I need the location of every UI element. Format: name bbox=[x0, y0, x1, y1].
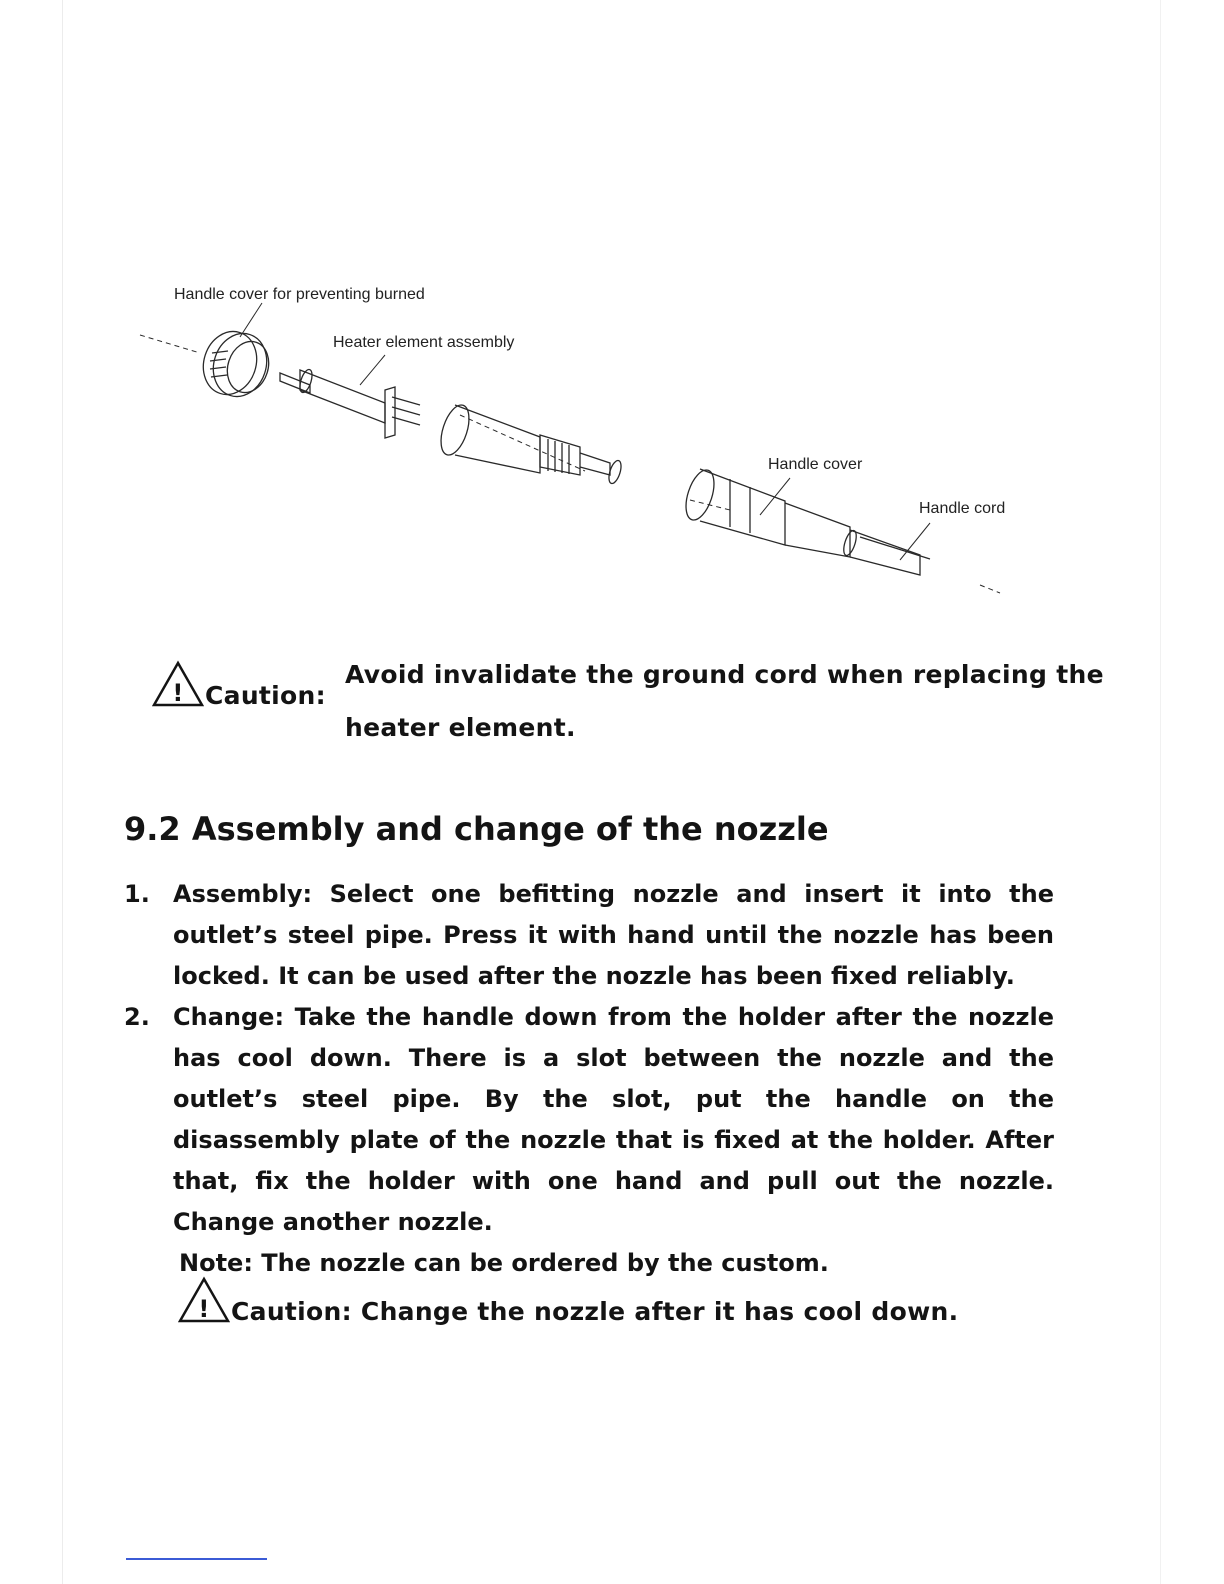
footer-rule bbox=[126, 1558, 267, 1560]
callout-handle-cord: Handle cord bbox=[919, 500, 1006, 517]
list-item-text: Change: Take the handle down from the holder after the nozzle has cool down. There is a slot between the nozzle and the outlet’s steel pipe. By the slot, put the handle on the disassembly plate of the nozzle that is fixed at the holder. After that, fix the holder with one hand and pull out the nozzle. Change another nozzle. bbox=[173, 1003, 1054, 1236]
list-item bbox=[124, 874, 1054, 997]
caution-block-1 bbox=[152, 660, 326, 714]
list-item bbox=[124, 997, 1054, 1243]
diagram-drawing bbox=[130, 275, 1030, 615]
list-item-number: 1. bbox=[124, 880, 150, 908]
callout-heater-element: Heater element assembly bbox=[333, 334, 515, 351]
order-note: Note: The nozzle can be ordered by the custom. bbox=[179, 1249, 829, 1277]
instruction-list bbox=[124, 874, 1054, 1284]
burn-guard-cover-part bbox=[195, 325, 275, 404]
handle-cord-part bbox=[841, 529, 930, 575]
handle-cover-part bbox=[681, 467, 850, 557]
heater-element-part bbox=[280, 368, 420, 438]
caution-label: Caution: bbox=[205, 681, 326, 710]
section-heading: 9.2 Assembly and change of the nozzle bbox=[124, 810, 829, 848]
scan-edge-right bbox=[1160, 0, 1161, 1584]
list-item-number: 2. bbox=[124, 1003, 150, 1031]
svg-text:!: ! bbox=[172, 679, 184, 707]
assembly-axis bbox=[140, 335, 1000, 593]
leader-heater bbox=[360, 355, 385, 385]
warning-triangle-icon bbox=[152, 660, 204, 714]
leader-burn-guard bbox=[240, 303, 262, 337]
svg-text:!: ! bbox=[198, 1295, 210, 1323]
exploded-handle-diagram bbox=[130, 275, 1030, 615]
caution-text-line2: heater element. bbox=[345, 713, 576, 742]
heater-tube-part bbox=[436, 402, 624, 485]
callout-handle-cover: Handle cover bbox=[768, 456, 863, 473]
caution-text: Change the nozzle after it has cool down. bbox=[360, 1297, 959, 1326]
scan-edge-left bbox=[62, 0, 63, 1584]
warning-triangle-icon bbox=[178, 1276, 230, 1330]
callout-burn-guard-cover: Handle cover for preventing burned bbox=[174, 286, 425, 303]
list-item-text: Assembly: Select one befitting nozzle and insert it into the outlet’s steel pipe. Press it with hand until the nozzle has been locked. It can be used after the nozzle has been fixed reliably. bbox=[173, 880, 1054, 990]
caution-text-line1: Avoid invalidate the ground cord when replacing the bbox=[345, 660, 1104, 689]
caution-label: Caution: bbox=[231, 1297, 352, 1326]
caution-block-2 bbox=[178, 1276, 958, 1330]
